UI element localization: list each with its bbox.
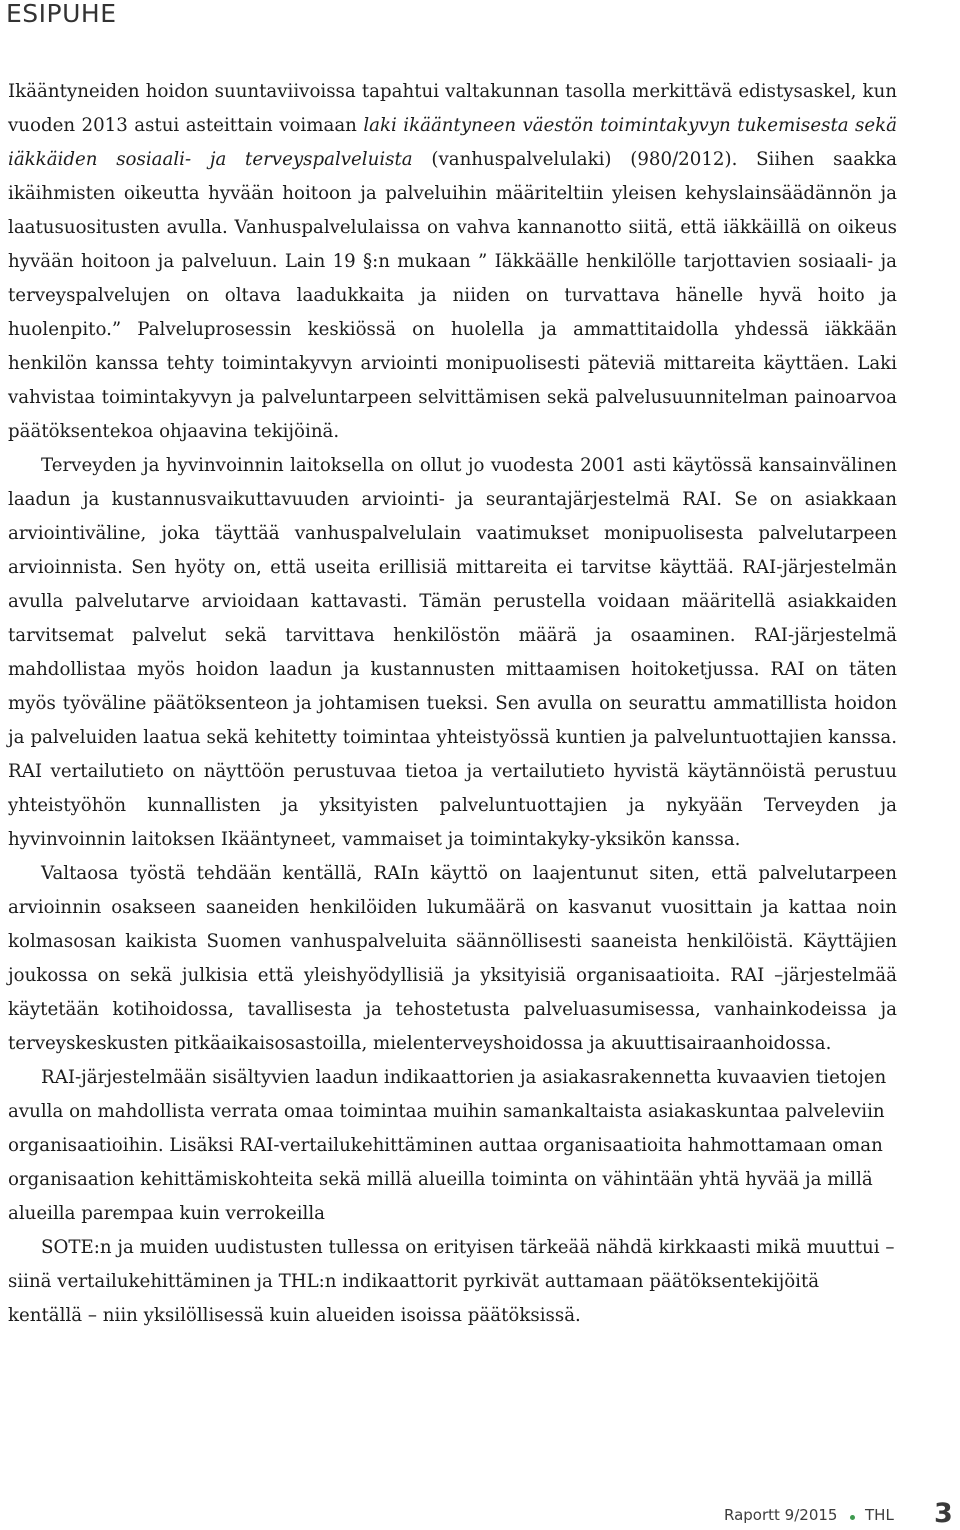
text-run: RAI-järjestelmään sisältyvien laadun indikaattorien ja asiakasrakennetta kuvaavien tietojen avulla on mahdollista verrata omaa toimintaa muihin samankaltaista asiakaskuntaa palveleviin organisaatioihin. Lisäksi RAI-vertailukehittäminen auttaa organisaatioita hahmottamaan oman organisaation kehittämiskohteita sekä millä alueilla toiminta on vähintään yhtä hyvää ja millä alueilla parempaa kuin verrokeilla <box>8 1067 887 1224</box>
paragraph <box>8 1061 897 1231</box>
text-run: Terveyden ja hyvinvoinnin laitoksella on ollut jo vuodesta 2001 asti käytössä kansainvälinen laadun ja kustannusvaikuttavuuden arviointi- ja seurantajärjestelmä RAI. Se on asiakkaan arviointiväline, joka täyttää vanhuspalvelulain vaatimukset monipuolisesta palvelutarpeen arvioinnista. Sen hyöty on, että useita erillisiä mittareita ei tarvitse käyttää. RAI-järjestelmän avulla palvelutarve arvioidaan kattavasti. Tämän perustella voidaan määritellä asiakkaiden tarvitsemat palvelut sekä tarvittava henkilöstön määrä ja osaaminen. RAI-järjestelmä mahdollistaa myös hoidon laadun ja kustannusten mittaamisen hoitoketjussa. RAI on täten myös työväline päätöksenteon ja johtamisen tueksi. Sen avulla on seurattu ammatillista hoidon ja palveluiden laatua sekä kehitetty toimintaa yhteistyössä kuntien ja palveluntuottajien kanssa. RAI vertailutieto on näyttöön perustuvaa tietoa ja vertailutieto hyvistä käytännöistä perustuu yhteistyöhön kunnallisten ja yksityisten palveluntuottajien ja nykyään Terveyden ja hyvinvoinnin laitoksen Ikääntyneet, vammaiset ja toimintakyky-yksikön kanssa. <box>8 455 897 850</box>
paragraph <box>8 449 897 857</box>
page-title: ESIPUHE <box>6 0 117 28</box>
paragraph <box>8 1231 897 1333</box>
text-run: Ikääntyneiden hoidon suuntaviivoissa tapahtui valtakunnan tasolla merkittävä edistysaskel, kun vuoden 2013 astui asteittain voimaan <box>8 81 897 136</box>
body-text <box>8 75 897 1333</box>
separator-dot-icon <box>850 1515 855 1520</box>
text-run: (vanhuspalvelulaki) (980/2012). Siihen saakka ikäihmisten oikeutta hyvään hoitoon ja palveluihin määriteltiin yleisen kehyslainsäädännön ja laatusuositusten avulla. Vanhuspalvelulaissa on vahva kannanotto siitä, että iäkkäillä on oikeus hyvään hoitoon ja palveluun. Lain 19 §:n mukaan ” Iäkkäälle henkilölle tarjottavien sosiaali- ja terveyspalvelujen on oltava laadukkaita ja niiden on turvattava hänelle hyvä hoito ja huolenpito.” Palveluprosessin keskiössä on huolella ja ammattitaidolla yhdessä iäkkään henkilön kanssa tehty toimintakyvyn arviointi monipuolisesti päteviä mittareita käyttäen. Laki vahvistaa toimintakyvyn ja palveluntarpeen selvittämisen sekä palvelusuunnitelman painoarvoa päätöksentekoa ohjaavina tekijöinä. <box>8 149 897 442</box>
text-run: Valtaosa työstä tehdään kentällä, RAIn käyttö on laajentunut siten, että palvelutarpeen arvioinnin osakseen saaneiden henkilöiden lukumäärä on kasvanut vuosittain ja kattaa noin kolmasosan kaikista Suomen vanhuspalveluita säännöllisesti saaneista henkilöistä. Käyttäjien joukossa on sekä julkisia että yleishyödyllisiä ja yksityisiä organisaatioita. RAI –järjestelmää käytetään kotihoidossa, tavallisesta ja tehostetusta palveluasumisessa, vanhainkodeissa ja terveyskeskusten pitkäaikaisosastoilla, mielenterveyshoidossa ja akuuttisairaanhoidossa. <box>8 863 897 1054</box>
paragraph <box>8 75 897 449</box>
law-title: laki ikääntyneen väestön toimintakyvyn tukemisesta sekä iäkkäiden sosiaali- ja terveyspalveluista <box>8 115 898 170</box>
org-label: THL <box>865 1506 894 1524</box>
text-run: SOTE:n ja muiden uudistusten tullessa on erityisen tärkeää nähdä kirkkaasti mikä muuttui – siinä vertailukehittäminen ja THL:n indikaattorit pyrkivät auttamaan päätöksentekijöitä kentällä – niin yksilöllisessä kuin alueiden isoissa päätöksissä. <box>8 1237 895 1326</box>
paragraph <box>8 857 897 1061</box>
report-label: Raportt 9/2015 <box>724 1506 838 1524</box>
page-footer <box>0 1500 960 1530</box>
page-number: 3 <box>934 1498 953 1529</box>
